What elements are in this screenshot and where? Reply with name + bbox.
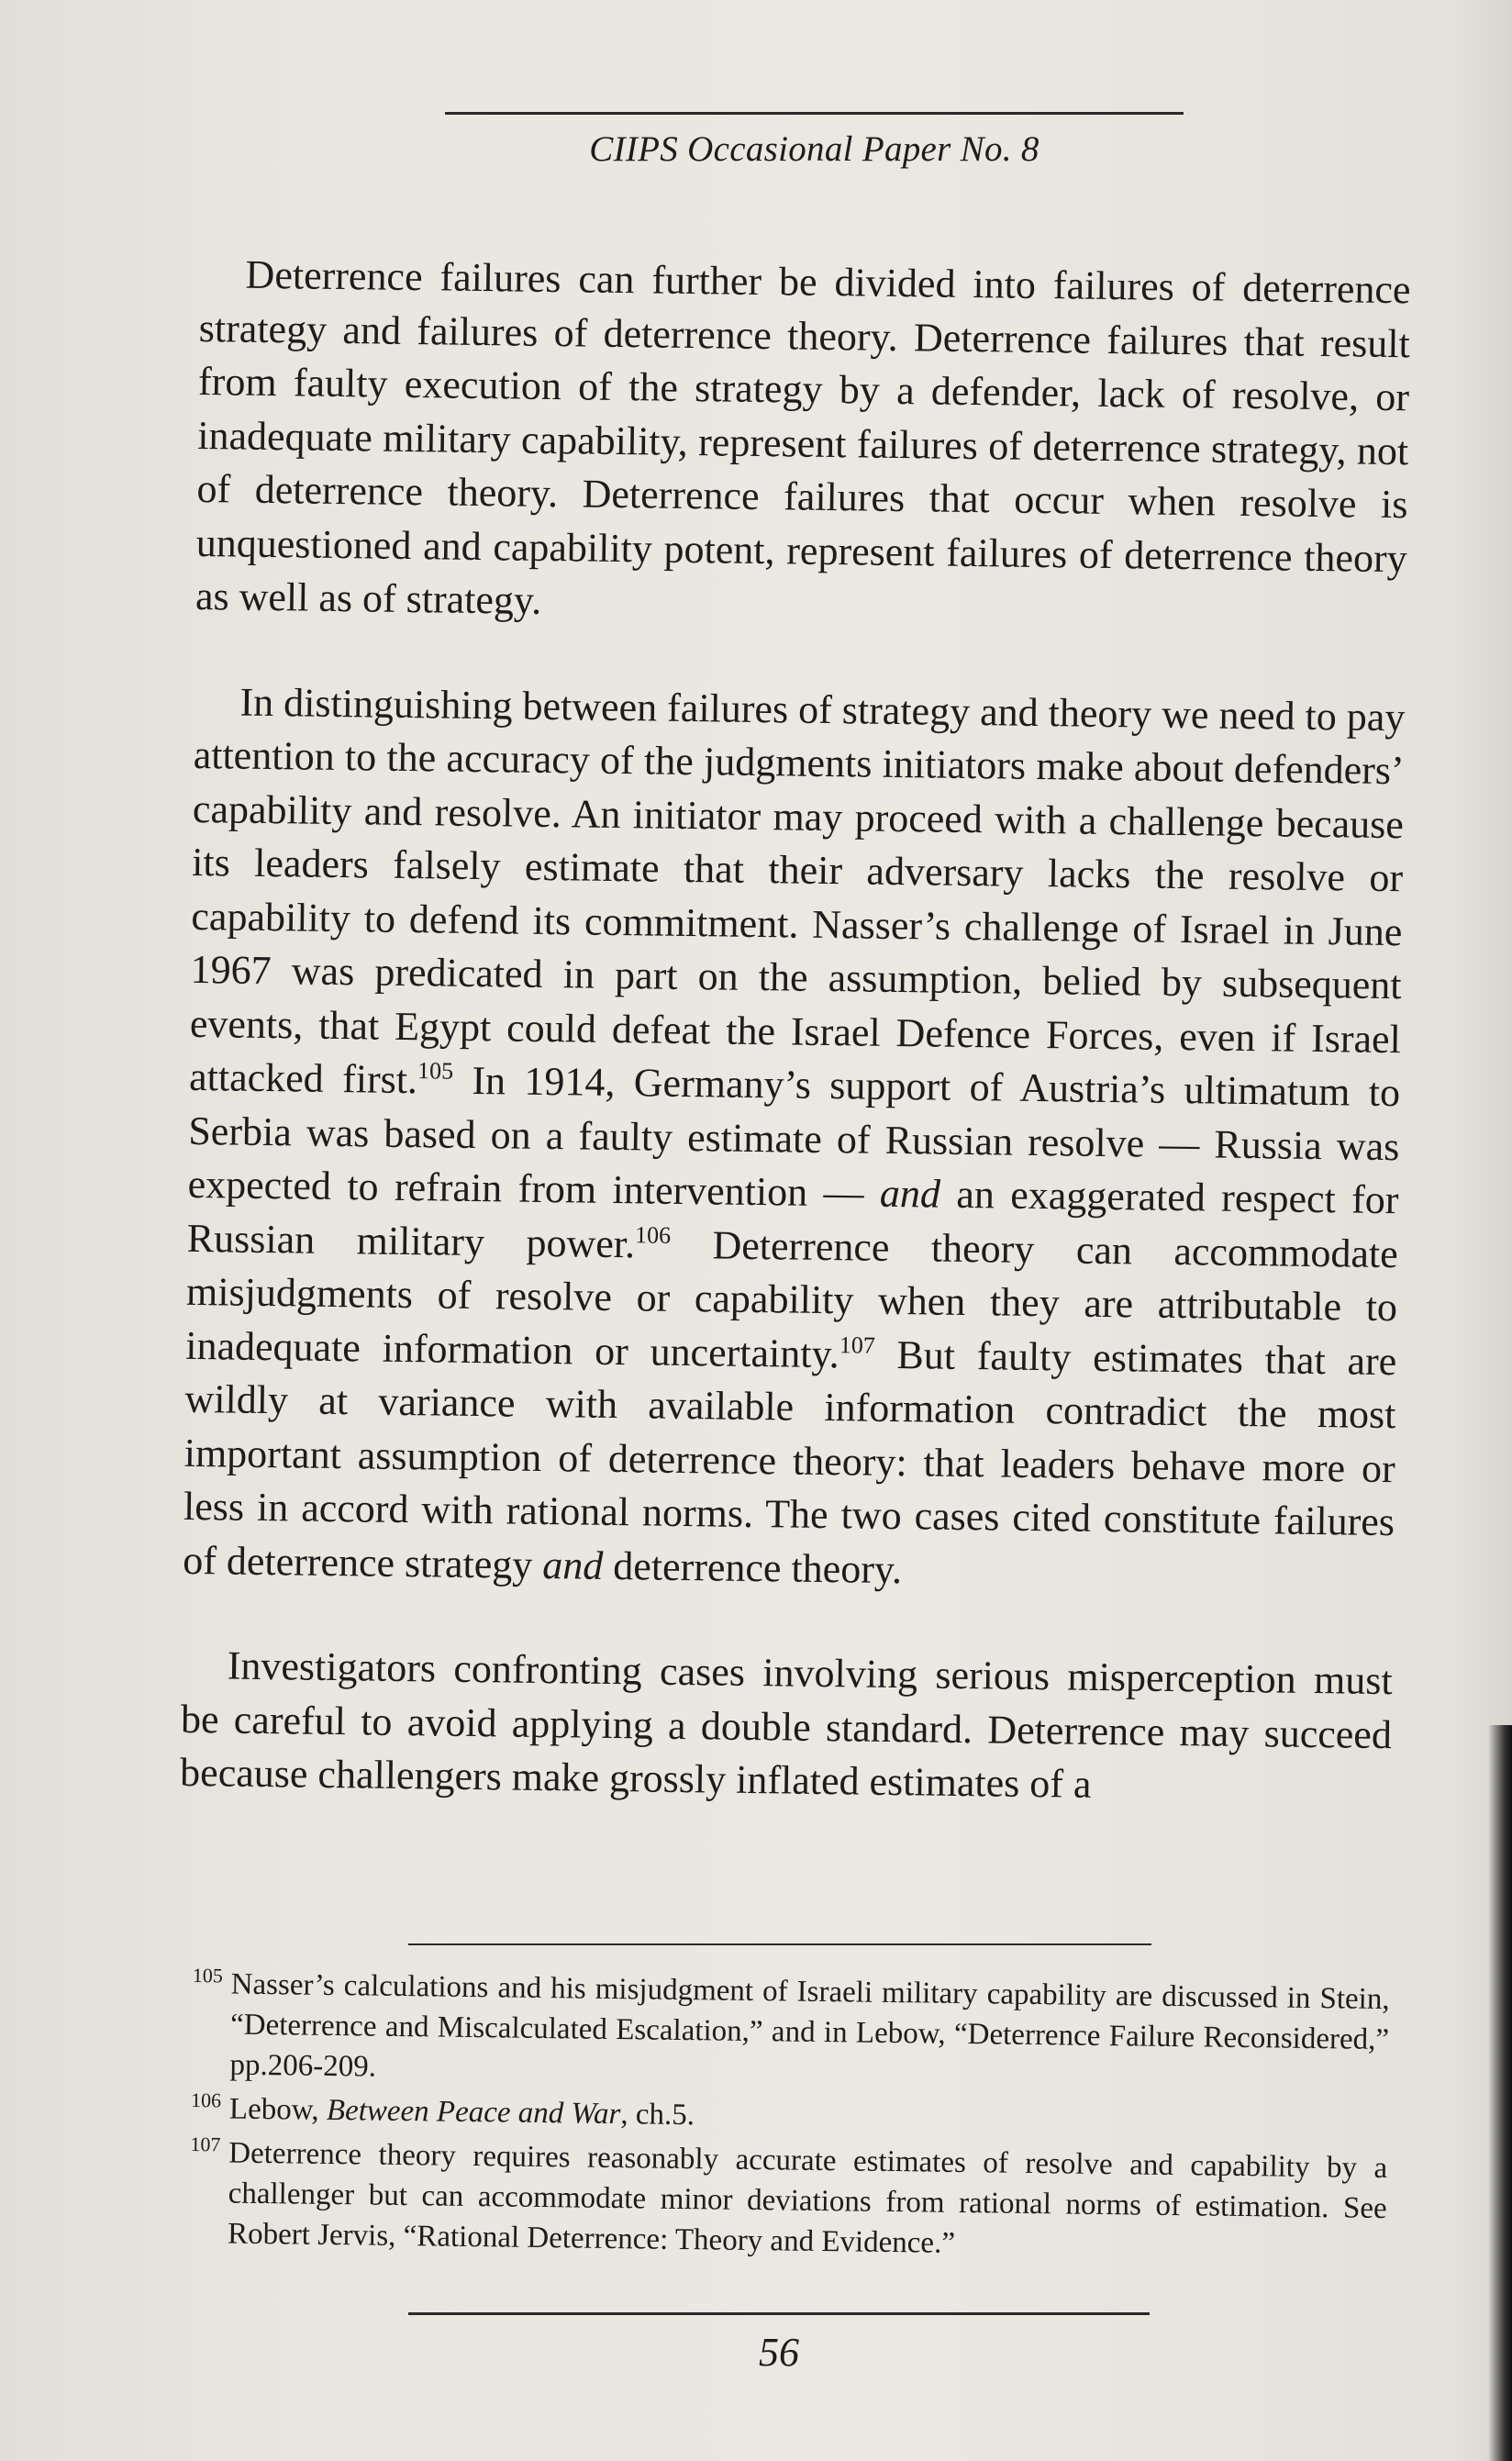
page-edge-shadow bbox=[1488, 1725, 1512, 2461]
footnote bbox=[191, 1964, 1390, 2100]
text-run: an exaggerated respect for Russian military power. bbox=[186, 1171, 1399, 1266]
footnote-number: 107 bbox=[190, 2132, 221, 2156]
paragraph bbox=[195, 248, 1411, 640]
text-run: , ch.5. bbox=[620, 2098, 695, 2132]
emphasis-text: Between Peace and War bbox=[326, 2093, 621, 2132]
text-run: Lebow, bbox=[228, 2092, 328, 2127]
text-run: deterrence theory. bbox=[603, 1542, 903, 1592]
text-run: In distinguishing between failures of strategy and theory we need to pay attention to the accuracy of the judgments initiators make about defenders’ capability and resolve. An initiator may proceed with a challenge because its leaders falsely estimate that their adversary lacks the resolve or capability to defend its commitment. Nasser’s challenge of Israel in June 1967 was predicated in part on the assumption, belied by subsequent events, that Egypt could defeat the Israel Defence Forces, even if Israel attacked first. bbox=[188, 679, 1406, 1103]
footnotes bbox=[189, 1964, 1390, 2273]
text-run: In 1914, Germany’s support of Austria’s ultimatum to Serbia was based on a faulty estimate of Russian resolve — Russia was expected to refrain from intervention — bbox=[187, 1057, 1401, 1216]
footnote-number: 106 bbox=[190, 2088, 222, 2112]
footnote-text bbox=[229, 1968, 1390, 2084]
emphasis-text: and bbox=[879, 1170, 941, 1217]
paragraph bbox=[183, 674, 1406, 1603]
paragraph bbox=[180, 1639, 1393, 1816]
text-run: Investigators confronting cases involving serious misperception must be careful to avoid applying a double standard. Deterrence may succeed because challengers make grossly inflated estimates of a bbox=[179, 1643, 1393, 1807]
text-run: Deterrence theory requires reasonably accurate estimates of resolve and capability by a challenger but can accommodate minor deviations from rational norms of estimation. See Robert Jervis, “Rational Deterrence: Theory and Evidence.” bbox=[227, 2136, 1388, 2260]
body-text bbox=[180, 248, 1411, 1816]
footnote-separator bbox=[408, 1943, 1151, 1945]
footnote-reference: 107 bbox=[839, 1331, 876, 1359]
footnote-text bbox=[228, 2137, 1388, 2260]
text-run: But faulty estimates that are wildly at variance with available information contradict the most important assumption of deterrence theory: that leaders behave more or less in accord with rational norms. The two cases cited constitute failures of deterrence strategy bbox=[182, 1331, 1397, 1587]
page-number: 56 bbox=[759, 2330, 799, 2375]
text-run: Nasser’s calculations and his misjudgment of Israeli military capability are discussed in Stein, “Deterrence and Miscalculated Escalation,” and in Lebow, “Deterrence Failure Reconsidered,” pp.206-209. bbox=[229, 1967, 1390, 2084]
emphasis-text: and bbox=[542, 1542, 604, 1588]
footnote bbox=[189, 2132, 1388, 2269]
footnote-reference: 106 bbox=[634, 1220, 672, 1249]
footnote-number: 105 bbox=[192, 1964, 223, 1988]
footnote-text bbox=[229, 2093, 695, 2132]
header-rule bbox=[445, 112, 1184, 115]
footnote-reference: 105 bbox=[417, 1057, 454, 1085]
text-run: Deterrence theory can accommodate misjudgments of resolve or capability when they are attributable to inadequate information or uncertainty. bbox=[185, 1221, 1399, 1376]
running-head: CIIPS Occasional Paper No. 8 bbox=[589, 129, 1040, 169]
footer-rule bbox=[408, 2312, 1150, 2315]
text-run: Deterrence failures can further be divided into failures of deterrence strategy and failures of deterrence theory. Deterrence failures that result from faulty execution of the strategy by a defender, lack of resolve, or inadequate military capability, represent failures of deterrence strategy, not of deterrence theory. Deterrence failures that occur when resolve is unquestioned and capability potent, represent failures of deterrence theory as well as of strategy. bbox=[195, 251, 1411, 623]
